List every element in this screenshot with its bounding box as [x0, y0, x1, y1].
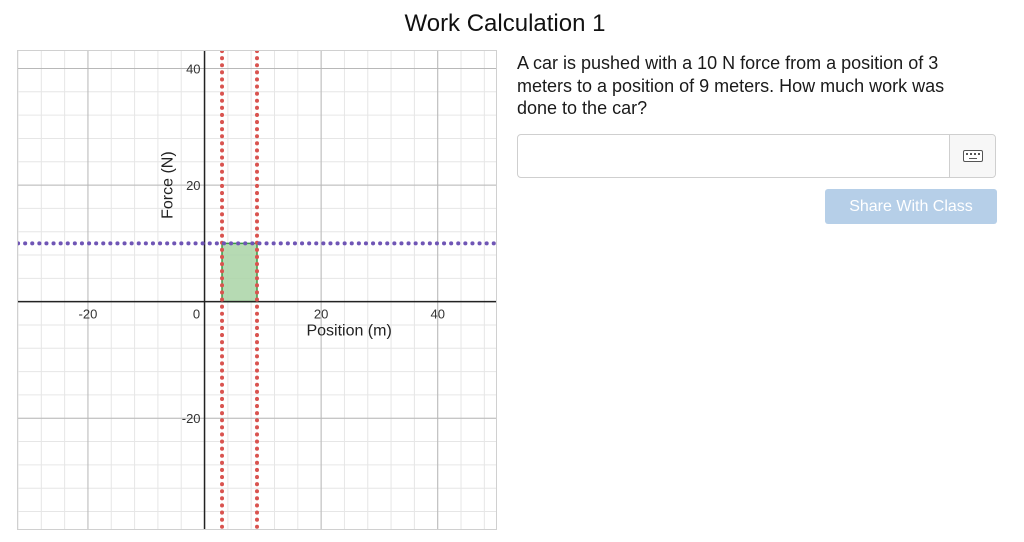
question-text: A car is pushed with a 10 N force from a position of 3 meters to a position of 9 meters. How much work was done to the car? — [517, 53, 945, 118]
answer-input[interactable] — [518, 135, 948, 177]
origin-label: 0 — [192, 306, 201, 322]
y-tick-label: 20 — [186, 178, 201, 194]
graph-panel[interactable] — [17, 50, 497, 530]
force-position-graph[interactable] — [18, 51, 496, 529]
y-axis-label: Force (N) — [159, 151, 177, 219]
keyboard-icon — [963, 150, 983, 162]
work-region — [222, 243, 257, 301]
x-tick-label: 20 — [313, 306, 329, 322]
x-tick-label: 40 — [430, 306, 445, 322]
share-with-class-button[interactable]: Share With Class — [825, 189, 997, 224]
page-title: Work Calculation 1 — [404, 10, 606, 37]
y-tick-label: -20 — [181, 411, 201, 427]
answer-field[interactable] — [517, 134, 996, 178]
x-tick-label: -20 — [78, 306, 98, 322]
y-tick-label: 40 — [186, 61, 201, 77]
x-axis-label: Position (m) — [306, 322, 392, 340]
keyboard-button[interactable] — [949, 135, 995, 177]
